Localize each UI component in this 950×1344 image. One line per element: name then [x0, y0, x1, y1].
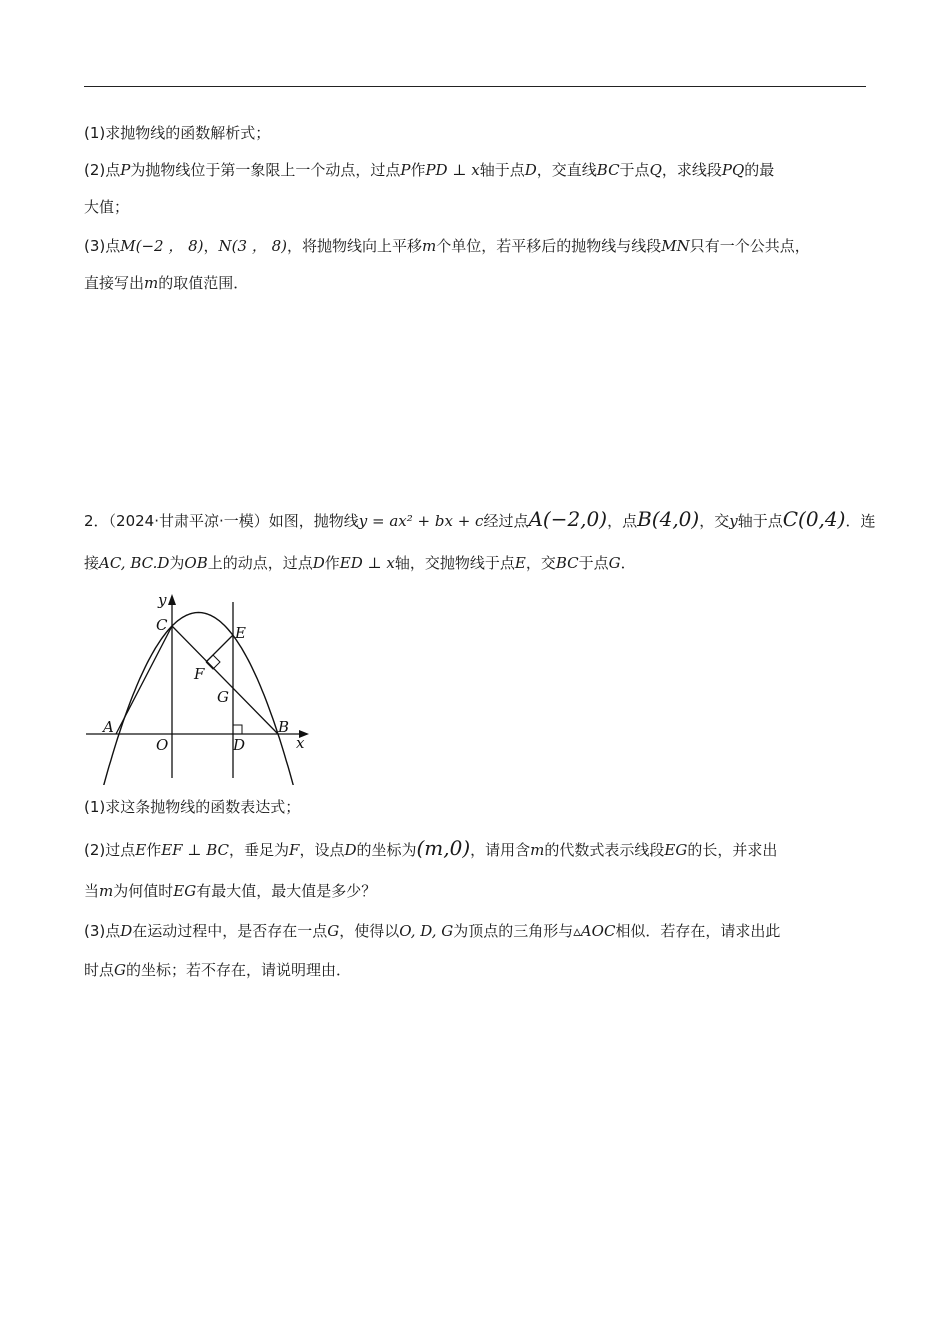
segment-ef: [206, 635, 233, 662]
parabola-figure: [82, 590, 317, 785]
header-rule: [84, 86, 866, 87]
p1-question-1: (1)求抛物线的函数解析式；: [84, 124, 271, 142]
label-o: O: [156, 736, 169, 754]
p2-question-2-line2: 当m为何值时EG有最大值，最大值是多少？: [84, 882, 377, 900]
label-y: y: [158, 591, 167, 609]
y-axis-arrow: [168, 594, 176, 605]
figure-svg: [82, 590, 317, 785]
label-d: D: [233, 736, 246, 754]
p1-question-2-line1: (2)点P为抛物线位于第一象限上一个动点，过点P作PD ⊥ x轴于点D，交直线BC于点Q，求线段PQ的最: [84, 161, 775, 179]
p2-question-1: (1)求这条抛物线的函数表达式；: [84, 798, 301, 816]
parabola-curve: [95, 613, 302, 786]
label-g: G: [217, 688, 229, 706]
segment-ac: [116, 626, 172, 734]
label-x: x: [296, 734, 305, 752]
p2-intro-line2: 接AC, BC.D为OB上的动点，过点D作ED ⊥ x轴，交抛物线于点E，交BC于点G．: [84, 554, 636, 572]
label-e: E: [235, 624, 246, 642]
p1-question-3-line1: (3)点M(−2 ， 8)，N(3 ， 8)，将抛物线向上平移m个单位，若平移后的抛物线与线段MN只有一个公共点，: [84, 237, 810, 255]
p2-intro-line1: 2．（2024·甘肃平凉·一模）如图，抛物线y = ax² + bx + c经过点A(−2,0)，点B(4,0)，交y轴于点C(0,4)．连: [84, 507, 876, 531]
p1-question-3-line2: 直接写出m的取值范围．: [84, 274, 249, 292]
label-a: A: [103, 718, 114, 736]
label-f: F: [194, 665, 205, 683]
p2-question-3-line1: (3)点D在运动过程中，是否存在一点G，使得以O, D, G为顶点的三角形与▵AOC相似．若存在，请求出此: [84, 922, 781, 940]
label-c: C: [156, 616, 168, 634]
p1-question-2-line2: 大值；: [84, 198, 130, 216]
right-angle-d: [233, 725, 242, 734]
label-b: B: [278, 718, 290, 736]
p2-question-3-line2: 时点G的坐标；若不存在，请说明理由．: [84, 961, 352, 979]
p2-question-2-line1: (2)过点E作EF ⊥ BC，垂足为F，设点D的坐标为(m,0)，请用含m的代数式表示线段EG的长，并求出: [84, 836, 778, 860]
